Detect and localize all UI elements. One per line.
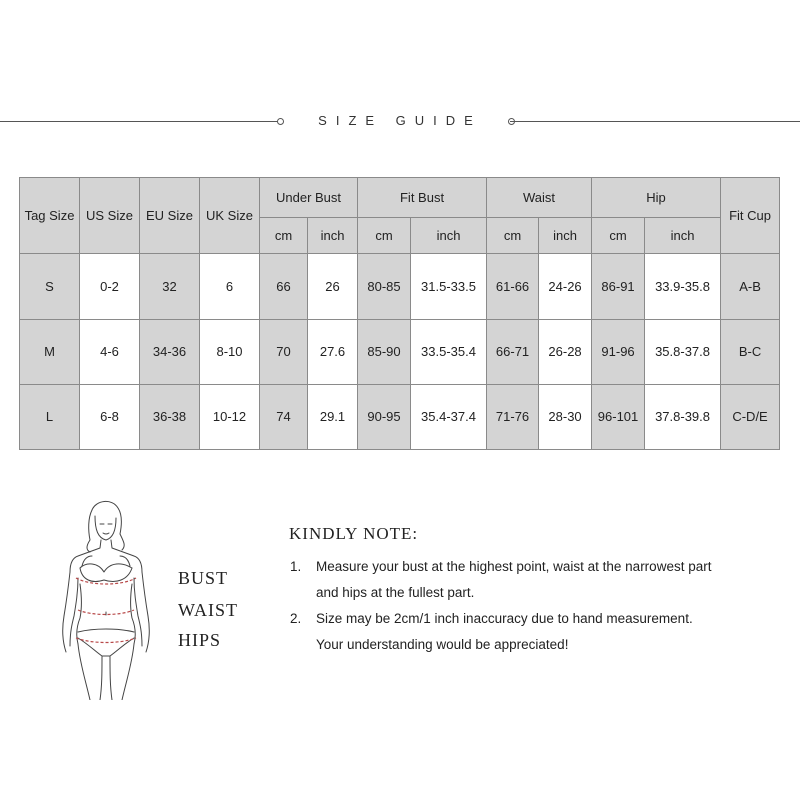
unit-cell: inch — [539, 218, 592, 254]
table-cell: 66 — [260, 254, 308, 319]
table-row — [20, 384, 780, 449]
note-number: 1. — [290, 559, 302, 574]
note-number: 2. — [290, 611, 302, 626]
header-fit-bust: Fit Bust — [358, 178, 487, 218]
unit-cell: cm — [487, 218, 539, 254]
table-cell: 37.8-39.8 — [645, 384, 721, 449]
header-under-bust: Under Bust — [260, 178, 358, 218]
notes-title: KINDLY NOTE: — [289, 524, 419, 543]
header-eu-size: EU Size — [140, 178, 200, 254]
divider-dot-icon — [277, 118, 284, 125]
table-cell: M — [20, 319, 80, 384]
hips-label: HIPS — [178, 630, 222, 650]
size-table — [19, 177, 780, 450]
header-tag-size: Tag Size — [20, 178, 80, 254]
header-waist: Waist — [487, 178, 592, 218]
unit-cell: cm — [592, 218, 645, 254]
title-divider-right — [510, 121, 800, 122]
table-cell: C-D/E — [721, 384, 780, 449]
unit-cell: cm — [358, 218, 411, 254]
table-row — [20, 254, 780, 319]
table-cell: 8-10 — [200, 319, 260, 384]
table-header-row — [20, 178, 780, 218]
table-cell: 10-12 — [200, 384, 260, 449]
table-cell: 86-91 — [592, 254, 645, 319]
table-cell: 0-2 — [80, 254, 140, 319]
table-cell: 26 — [308, 254, 358, 319]
note-text: Measure your bust at the highest point, waist at the narrowest part — [316, 559, 712, 574]
table-cell: 34-36 — [140, 319, 200, 384]
table-cell: 33.9-35.8 — [645, 254, 721, 319]
table-cell: 96-101 — [592, 384, 645, 449]
table-cell: 24-26 — [539, 254, 592, 319]
table-cell: 29.1 — [308, 384, 358, 449]
header-fit-cup: Fit Cup — [721, 178, 780, 254]
table-cell: 31.5-33.5 — [411, 254, 487, 319]
table-cell: B-C — [721, 319, 780, 384]
unit-cell: inch — [411, 218, 487, 254]
table-cell: 6 — [200, 254, 260, 319]
table-cell: A-B — [721, 254, 780, 319]
unit-cell: cm — [260, 218, 308, 254]
note-text: Size may be 2cm/1 inch inaccuracy due to hand measurement. — [316, 611, 693, 626]
page-title: SIZE GUIDE — [318, 113, 482, 128]
table-cell: 71-76 — [487, 384, 539, 449]
table-cell: 91-96 — [592, 319, 645, 384]
title-divider-left — [0, 121, 283, 122]
table-cell: 32 — [140, 254, 200, 319]
note-text: Your understanding would be appreciated! — [316, 637, 569, 652]
bust-label: BUST — [178, 568, 229, 588]
table-cell: 27.6 — [308, 319, 358, 384]
table-cell: 66-71 — [487, 319, 539, 384]
size-guide-header — [0, 110, 800, 134]
table-cell: 85-90 — [358, 319, 411, 384]
header-hip: Hip — [592, 178, 721, 218]
table-cell: 35.4-37.4 — [411, 384, 487, 449]
header-us-size: US Size — [80, 178, 140, 254]
unit-cell: inch — [308, 218, 358, 254]
header-uk-size: UK Size — [200, 178, 260, 254]
table-cell: 35.8-37.8 — [645, 319, 721, 384]
table-cell: 74 — [260, 384, 308, 449]
table-cell: 90-95 — [358, 384, 411, 449]
table-cell: 70 — [260, 319, 308, 384]
table-cell: 33.5-35.4 — [411, 319, 487, 384]
table-cell: 61-66 — [487, 254, 539, 319]
note-text: and hips at the fullest part. — [316, 585, 475, 600]
table-cell: 80-85 — [358, 254, 411, 319]
table-cell: 36-38 — [140, 384, 200, 449]
table-cell: 4-6 — [80, 319, 140, 384]
table-cell: 28-30 — [539, 384, 592, 449]
unit-cell: inch — [645, 218, 721, 254]
table-cell: S — [20, 254, 80, 319]
table-cell: L — [20, 384, 80, 449]
table-row — [20, 319, 780, 384]
waist-label: WAIST — [178, 600, 238, 620]
table-cell: 26-28 — [539, 319, 592, 384]
table-cell: 6-8 — [80, 384, 140, 449]
